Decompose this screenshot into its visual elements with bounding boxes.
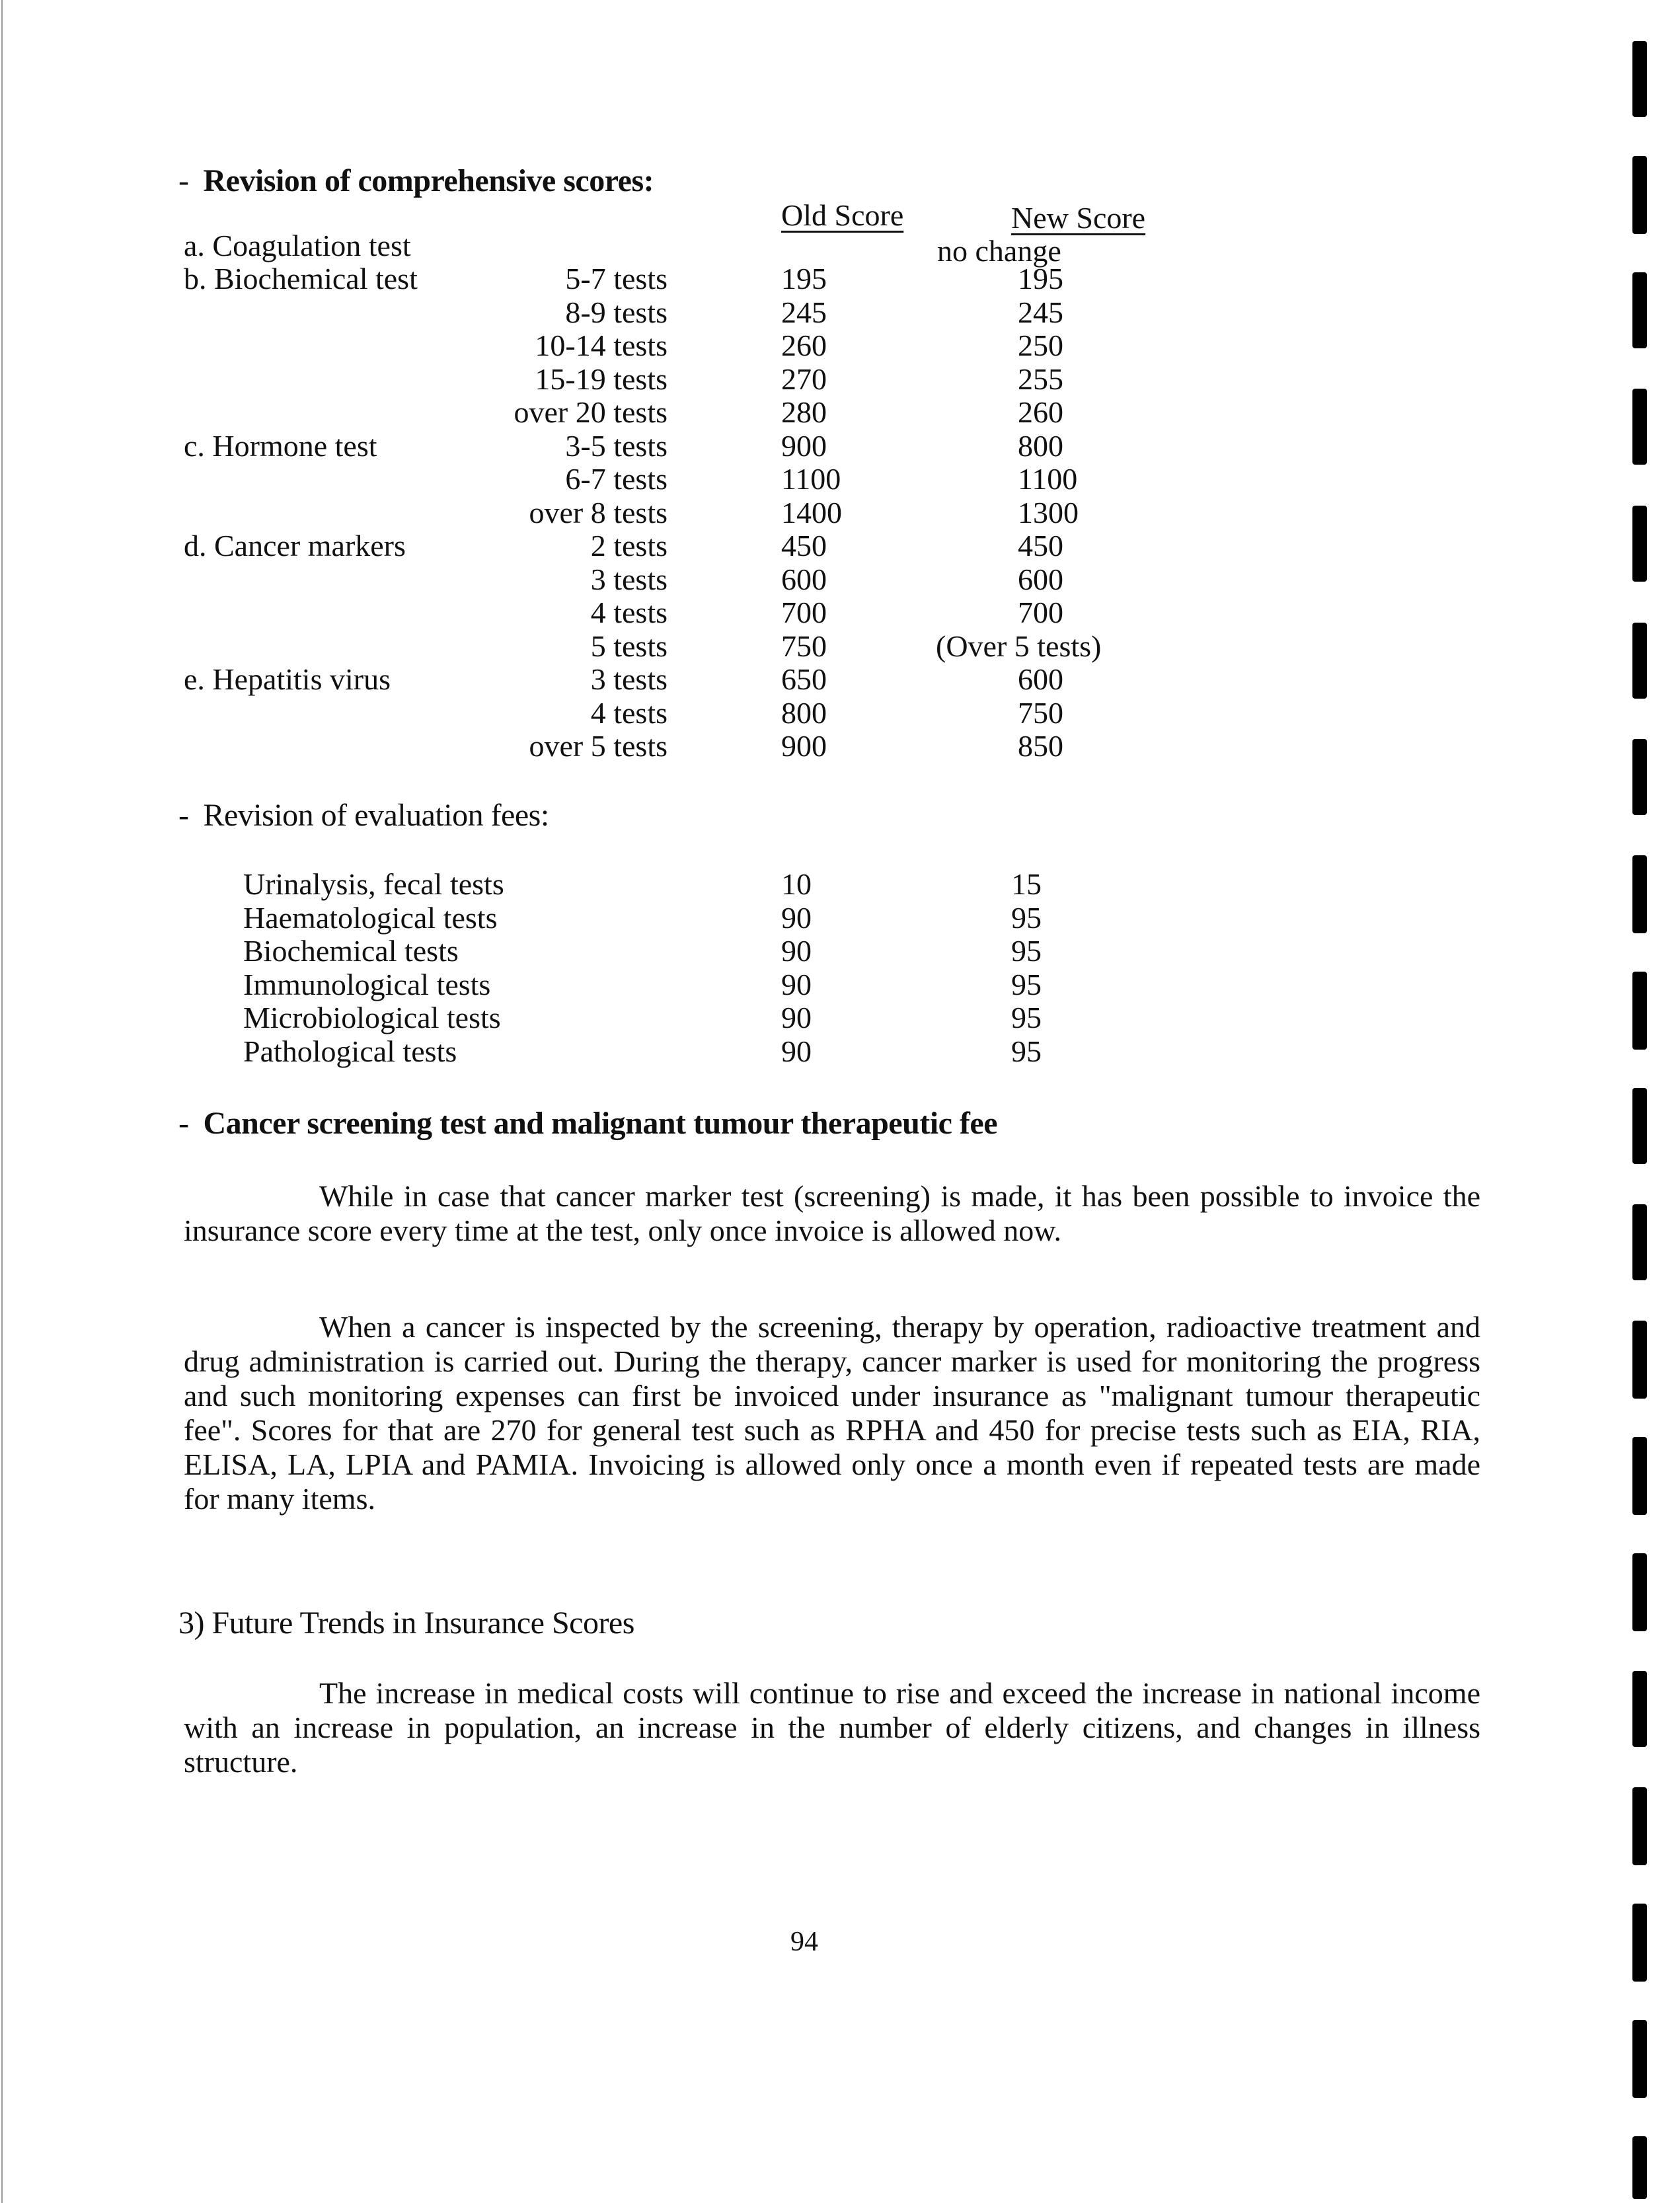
cancer-section-heading — [178, 1105, 997, 1141]
fee-row-old: 90 — [781, 934, 812, 968]
cancer-paragraph-2 — [184, 1310, 1480, 1516]
score-row-new: 260 — [1018, 395, 1063, 429]
score-row-tests: 3-5 tests — [565, 428, 668, 463]
page-number: 94 — [790, 1927, 818, 1957]
score-row-new: (Over 5 tests) — [936, 629, 1102, 663]
fee-row-new: 95 — [1011, 934, 1042, 968]
scores-section-title: Revision of comprehensive scores: — [203, 163, 654, 198]
future-section-heading: 3) Future Trends in Insurance Scores — [178, 1605, 634, 1641]
heading-dash: - — [178, 798, 189, 833]
score-row-new: 850 — [1018, 729, 1063, 763]
registration-mark — [1632, 739, 1647, 815]
fee-row-new: 15 — [1011, 867, 1042, 901]
fee-row-new: 95 — [1011, 1034, 1042, 1068]
score-row-category: c. Hormone test — [184, 428, 377, 463]
score-row-tests: 5-7 tests — [565, 262, 668, 295]
fee-row-new: 95 — [1011, 1001, 1042, 1034]
fee-row-name: Microbiological tests — [243, 1001, 501, 1034]
registration-mark — [1632, 41, 1647, 117]
fee-row-name: Haematological tests — [243, 900, 498, 935]
score-row-old: 750 — [781, 629, 827, 663]
score-row-new: 750 — [1018, 695, 1063, 730]
fee-row-old: 10 — [781, 867, 812, 901]
fees-section-heading — [178, 797, 549, 833]
score-row-tests: 3 tests — [590, 562, 668, 596]
score-row-old: 650 — [781, 662, 827, 696]
heading-dash: - — [178, 1106, 189, 1141]
score-row-old: 1400 — [781, 495, 842, 529]
score-row-old: 900 — [781, 428, 827, 463]
score-row-tests: 3 tests — [590, 662, 668, 696]
fee-row-new: 95 — [1011, 900, 1042, 935]
registration-mark — [1632, 1904, 1647, 1982]
score-row-new: 1300 — [1018, 495, 1079, 529]
coagulation-test-value: no change — [937, 234, 1061, 268]
score-row-old: 245 — [781, 295, 827, 329]
registration-mark — [1632, 1204, 1647, 1280]
score-row-category: d. Cancer markers — [184, 529, 406, 562]
fee-row-old: 90 — [781, 900, 812, 935]
binding-edge-line — [1, 0, 3, 2203]
score-row-tests: 5 tests — [590, 629, 668, 663]
registration-mark — [1632, 1787, 1647, 1865]
score-row-new: 245 — [1018, 295, 1063, 329]
fee-row-name: Pathological tests — [243, 1034, 457, 1068]
score-row-old: 280 — [781, 395, 827, 429]
score-row-new: 195 — [1018, 262, 1063, 295]
score-row-tests: 6-7 tests — [565, 462, 668, 496]
score-row-tests: 10-14 tests — [535, 329, 668, 362]
registration-mark — [1632, 1553, 1647, 1631]
score-row-old: 800 — [781, 695, 827, 730]
score-row-old: 450 — [781, 529, 827, 562]
score-row-new: 255 — [1018, 362, 1063, 396]
score-row-tests: over 8 tests — [529, 495, 668, 529]
future-paragraph — [184, 1676, 1480, 1779]
registration-mark — [1632, 506, 1647, 582]
fee-row-name: Immunological tests — [243, 967, 491, 1001]
future-paragraph-text: The increase in medical costs will continue to rise and exceed the increase in national income with an increase in population, an increase in the number of elderly citizens, and changes in illness structure. — [184, 1676, 1480, 1779]
fee-row-old: 90 — [781, 967, 812, 1001]
fee-row-old: 90 — [781, 1001, 812, 1034]
score-row-old: 700 — [781, 596, 827, 629]
score-row-new: 600 — [1018, 662, 1063, 696]
registration-mark — [1632, 156, 1647, 234]
registration-mark — [1632, 2020, 1647, 2098]
score-row-new: 250 — [1018, 329, 1063, 362]
score-row-tests: 8-9 tests — [565, 295, 668, 329]
coagulation-test-label: a. Coagulation test — [184, 229, 411, 262]
score-row-tests: over 20 tests — [514, 395, 668, 429]
registration-mark — [1632, 272, 1647, 348]
new-score-column-header: New Score — [1011, 201, 1146, 235]
score-row-tests: 15-19 tests — [535, 362, 668, 396]
score-row-new: 600 — [1018, 562, 1063, 596]
fee-row-old: 90 — [781, 1034, 812, 1068]
fees-section-title: Revision of evaluation fees: — [203, 798, 549, 833]
registration-mark — [1632, 389, 1647, 465]
registration-mark — [1632, 1088, 1647, 1164]
score-row-tests: 4 tests — [590, 596, 668, 629]
heading-dash: - — [178, 163, 189, 198]
score-row-new: 800 — [1018, 428, 1063, 463]
old-score-column-header: Old Score — [781, 198, 904, 232]
registration-mark — [1632, 1437, 1647, 1515]
score-row-new: 450 — [1018, 529, 1063, 562]
score-row-new: 700 — [1018, 596, 1063, 629]
score-row-old: 195 — [781, 262, 827, 295]
fee-row-name: Biochemical tests — [243, 934, 459, 968]
score-row-tests: 4 tests — [590, 695, 668, 730]
score-row-tests: 2 tests — [590, 529, 668, 562]
score-row-old: 600 — [781, 562, 827, 596]
scores-section-heading — [178, 163, 654, 199]
registration-mark — [1632, 1321, 1647, 1399]
cancer-paragraph-2-text: When a cancer is inspected by the screening, therapy by operation, radioactive treatment and drug administration is carried out. During the therapy, cancer marker is used for monitoring the progress and such monitoring expenses can first be invoiced under insurance as "malignant tumour therapeutic fee". Scores for that are 270 for general test such as RPHA and 450 for precise tests such as EIA, RIA, ELISA, LA, LPIA and PAMIA. Invoicing is allowed only once a month even if repeated tests are made for many items. — [184, 1310, 1480, 1516]
registration-mark — [1632, 2136, 1647, 2199]
registration-mark — [1632, 623, 1647, 699]
cancer-paragraph-1 — [184, 1179, 1480, 1248]
score-row-old: 270 — [781, 362, 827, 396]
cancer-section-title: Cancer screening test and malignant tumour therapeutic fee — [203, 1106, 998, 1141]
score-row-old: 1100 — [781, 462, 841, 496]
registration-marks — [1632, 0, 1659, 2203]
score-row-category: b. Biochemical test — [184, 262, 418, 295]
cancer-paragraph-1-text: While in case that cancer marker test (screening) is made, it has been possible to invoice the insurance score every time at the test, only once invoice is allowed now. — [184, 1179, 1480, 1247]
score-row-old: 260 — [781, 329, 827, 362]
fee-row-new: 95 — [1011, 967, 1042, 1001]
registration-mark — [1632, 1671, 1647, 1747]
registration-mark — [1632, 972, 1647, 1050]
score-row-category: e. Hepatitis virus — [184, 662, 391, 696]
score-row-old: 900 — [781, 729, 827, 763]
score-row-tests: over 5 tests — [529, 729, 668, 763]
score-row-new: 1100 — [1018, 462, 1078, 496]
fee-row-name: Urinalysis, fecal tests — [243, 867, 504, 901]
registration-mark — [1632, 855, 1647, 933]
